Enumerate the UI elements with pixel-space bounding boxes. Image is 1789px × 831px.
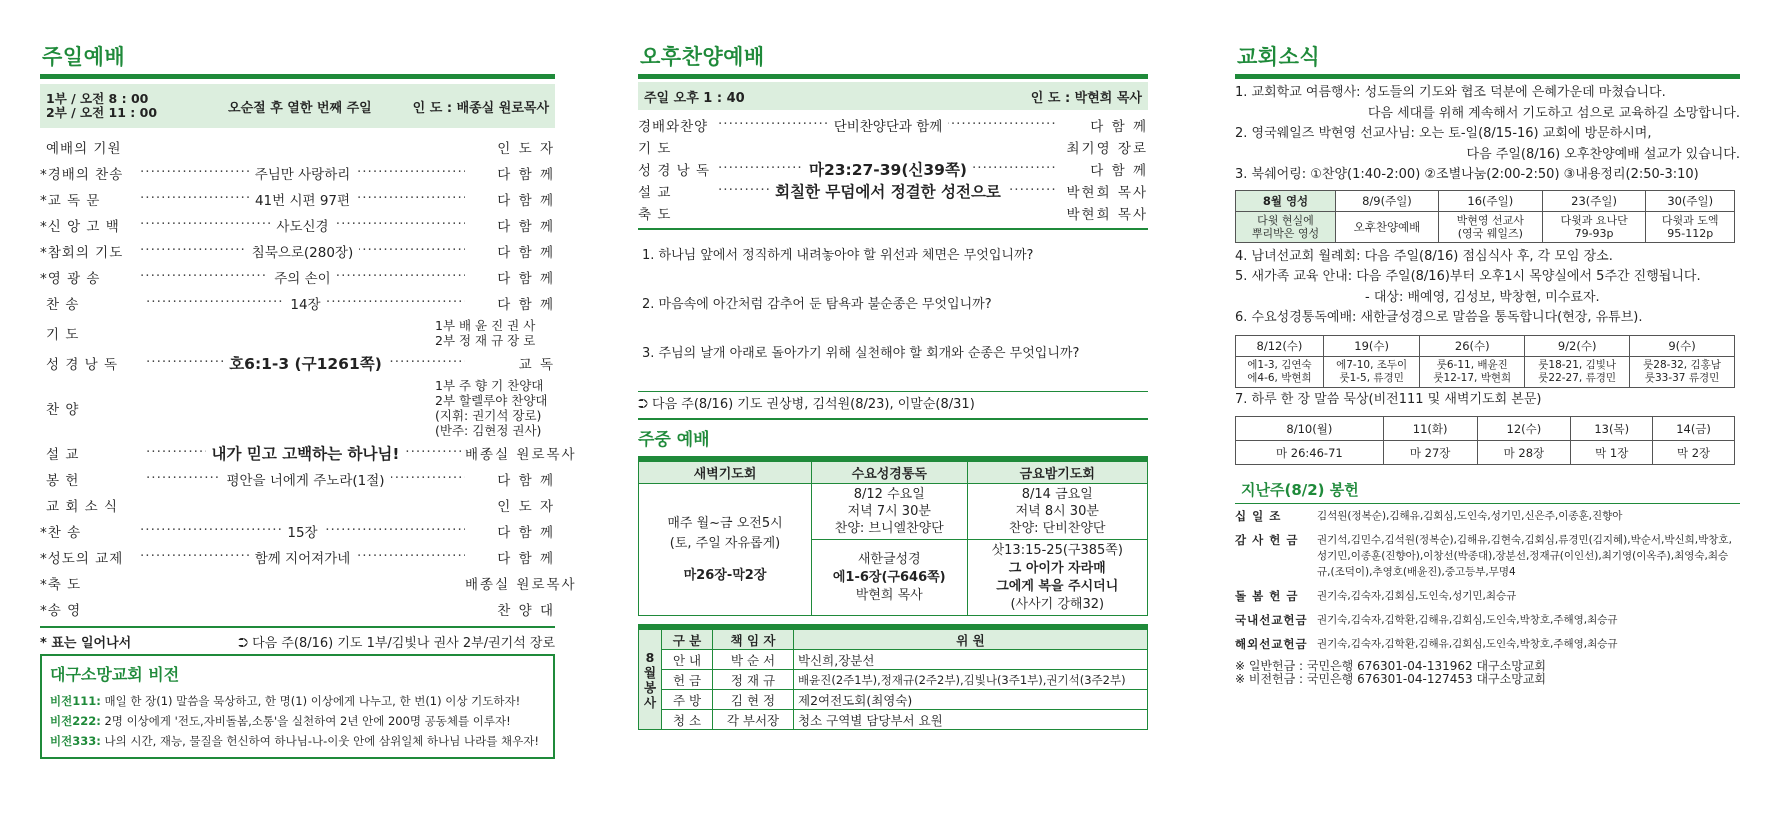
afternoon-order-item: [638, 114, 1148, 136]
wed-bottom-cell: 새한글성경 에1-6장(구646쪽) 박현희 목사: [812, 540, 968, 616]
order-item-label: *교 독 문: [40, 193, 101, 209]
arrow-icon: ⮊: [238, 635, 253, 651]
daily-reading-table: 8/10(월) 11(화) 12(수) 13(목) 14(금) 마 26:46-71 마 27장 마 28장 막 1장 막 2장: [1235, 416, 1735, 465]
title-rule: [638, 74, 1148, 79]
order-item-person: 인 도 자: [497, 141, 555, 157]
service-head-type: 구 분: [662, 630, 713, 650]
order-item-label: *성도의 교제: [40, 551, 124, 567]
book-sharing-table: 8월 영성 8/9(주일) 16(주일) 23(주일) 30(주일) 다윗 현실에 뿌리박은 영성 오후찬양예배 박현영 선교사 (영국 웨일즈) 다윗과 요나단 79-93p 다윗과 도엑 95-112p: [1235, 190, 1735, 243]
offering-type: 국내선교헌금: [1235, 613, 1308, 627]
order-item-person: 다 함 께: [497, 271, 555, 287]
offering-list: [1235, 508, 1740, 652]
afternoon-item-content: ····· 단비찬양단과 함께: [828, 115, 949, 135]
afternoon-order-item: [638, 158, 1148, 180]
order-item-content: ····· 침묵으로(280장): [246, 241, 360, 261]
offering-names: 권기숙,김숙자,김회심,도인숙,성기민,최승규: [1317, 590, 1517, 602]
order-item-person: 교 독: [518, 357, 555, 373]
afternoon-item-content: ····· 마23:27-39(신39쪽): [803, 158, 973, 180]
order-item-label: *영 광 송: [40, 271, 101, 287]
order-item-label: 찬 양: [46, 402, 80, 418]
afternoon-worship-title: 오후찬양예배: [640, 45, 765, 69]
order-item-content: ····· 14장: [284, 293, 326, 313]
afternoon-leader: 인 도 : 박현희 목사: [1030, 90, 1142, 106]
afternoon-item-person: 다 함 께: [1090, 119, 1148, 135]
order-item-person: 다 함 께: [497, 525, 555, 541]
service-row: 안 내 박 순 서 박신희,장분선: [639, 650, 1148, 670]
afternoon-item-label: 기 도: [638, 141, 672, 157]
order-item: [40, 350, 555, 376]
afternoon-next-prayer: ⮊ 다음 주(8/16) 기도 권상병, 김석원(8/23), 이말순(8/31): [638, 397, 975, 412]
order-item: [40, 376, 555, 440]
afternoon-item-label: 축 도: [638, 207, 672, 223]
order-item-person: 다 함 께: [497, 473, 555, 489]
order-item-content: ····· 주의 손이: [268, 267, 336, 287]
afternoon-time: 주일 오후 1 : 40: [644, 90, 745, 106]
order-item-content: ····· 사도신경: [270, 215, 334, 235]
order-item-label: *신 앙 고 백: [40, 219, 120, 235]
order-item-content: ····· 주님만 사랑하리: [249, 163, 357, 183]
afternoon-item-person: 다 함 께: [1090, 163, 1148, 179]
order-item-content: ····· 함께 지어져가네: [249, 547, 357, 567]
order-item-person: 1부 주 향 기 찬양대 2부 할렐루야 찬양대 (지휘: 권기석 장로) (반주: 김현정 권사): [435, 378, 548, 438]
order-item: [40, 160, 555, 186]
offering-names: 김석원(정복순),김해유,김회심,도인숙,성기민,신은주,이종훈,진향아: [1317, 510, 1623, 522]
dawn-prayer-cell: 매주 월~금 오전5시 (토, 주일 자유롭게) 마26장-막2장: [639, 484, 812, 616]
order-item-content: ····· 15장: [281, 521, 323, 541]
order-item-content: ····· 41번 시편 97편: [249, 189, 356, 209]
service-head-members: 위 원: [794, 630, 1148, 650]
order-item: [40, 440, 577, 466]
order-item-person: 다 함 께: [497, 167, 555, 183]
afternoon-item-content: ····· 회칠한 무덤에서 정결한 성전으로: [769, 180, 1007, 202]
news-list-2: [1235, 247, 1740, 329]
news-1: 1. 교회학교 여름행사: 성도들의 기도와 협조 덕분에 은혜가운데 마쳤습니다.: [1235, 85, 1666, 100]
order-item: [40, 466, 555, 492]
order-item: [40, 238, 555, 264]
order-item: [40, 186, 555, 212]
order-item-label: *경배의 찬송: [40, 167, 124, 183]
order-item-label: 봉 헌: [46, 473, 80, 489]
order-item: [40, 544, 555, 570]
bank-accounts: [1235, 660, 1740, 686]
order-of-worship: [40, 134, 577, 622]
afternoon-worship-header: [638, 82, 1148, 110]
order-item-person: 다 함 께: [497, 297, 555, 313]
fri-bottom-cell: 삿13:15-25(구385쪽) 그 아이가 자라매 그에게 복을 주시더니 (사사기 강해32): [967, 540, 1147, 616]
order-item-person: 1부 배 윤 진 권 사 2부 정 재 규 장 로: [435, 318, 536, 348]
order-item-label: *송 영: [40, 603, 82, 619]
order-item: [40, 570, 577, 596]
worship-leader: 인 도 : 배종실 원로목사: [412, 100, 549, 116]
weekday-head-dawn: 새벽기도회: [639, 462, 812, 484]
afternoon-order-item: [638, 180, 1148, 202]
sunday-worship-header: [40, 84, 555, 128]
news-5: 5. 새가족 교육 안내: 다음 주일(8/16)부터 오후1시 목양실에서 5주간 진행됩니다.: [1235, 269, 1701, 284]
service-row: 청 소 각 부서장 청소 구역별 담당부서 요원: [639, 710, 1148, 730]
weekday-head-fri: 금요밤기도회: [967, 462, 1147, 484]
news-2: 2. 영국웨일즈 박현영 선교사님: 오는 토-일(8/15-16) 교회에 방문하시며,: [1235, 126, 1652, 141]
service-time-1: 1부 / 오전 8 : 00: [46, 91, 149, 106]
next-week-prayer: ⮊ 다음 주(8/16) 기도 1부/김빛나 권사 2부/권기석 장로: [238, 635, 555, 651]
afternoon-item-label: 설 교: [638, 185, 672, 201]
offering-row: [1235, 532, 1740, 580]
wed-top-cell: 8/12 수요일 저녁 7시 30분 찬양: 브니엘찬양단: [812, 484, 968, 540]
afternoon-order: [638, 114, 1148, 224]
order-item-label: 예배의 기원: [46, 141, 122, 157]
sunday-name: 오순절 후 열한 번째 주일: [228, 100, 372, 116]
order-item-person: 다 함 께: [497, 551, 555, 567]
order-item-label: *찬 송: [40, 525, 82, 541]
order-item-person: 다 함 께: [497, 245, 555, 261]
sunday-worship-column: [40, 40, 577, 759]
service-row: 헌 금 정 재 규 배윤진(2주1부),정재규(2주2부),김빛나(3주1부),권기석(3주2부): [639, 670, 1148, 690]
order-item-label: *참회의 기도: [40, 245, 124, 261]
afternoon-order-rule: [638, 228, 1148, 230]
offering-row: [1235, 612, 1740, 628]
order-item: [40, 290, 555, 316]
wednesday-reading-table: 8/12(수) 19(수) 26(수) 9/2(수) 9(수) 에1-3, 김연숙 에4-6, 박현희 에7-10, 조두이 룻1-5, 류경민 룻6-11, 배윤진 룻12-17, 박현희 룻18-21, 김빛나 룻22-27, 류경민 룻28-32, 김홍남 룻33-37 류경민: [1235, 335, 1735, 388]
order-footer: [40, 628, 555, 654]
offering-type: 감 사 헌 금: [1235, 533, 1299, 547]
afternoon-item-label: 성 경 낭 독: [638, 163, 711, 179]
title-rule: [40, 74, 555, 79]
sunday-worship-title: 주일예배: [42, 45, 126, 69]
order-item-person: 다 함 께: [497, 193, 555, 209]
order-item-label: *축 도: [40, 577, 82, 593]
question-1: 1. 하나님 앞에서 정직하게 내려놓아야 할 위선과 체면은 무엇입니까?: [642, 248, 1034, 263]
order-item: [40, 596, 555, 622]
weekday-head-wed: 수요성경통독: [812, 462, 968, 484]
order-item-label: 성 경 낭 독: [46, 357, 119, 373]
news-1-cont: 다음 세대를 위해 계속해서 기도하고 섬으로 교육하길 소망합니다.: [1367, 105, 1740, 121]
news-7: 7. 하루 한 장 말씀 묵상(비전111 및 새벽기도회 본문): [1235, 391, 1542, 407]
offering-names: 권기숙,김숙자,김학환,김해유,김회심,도인숙,박창호,주해영,최승규: [1317, 638, 1618, 650]
church-news-column: [1235, 40, 1740, 686]
afternoon-worship-column: [638, 40, 1148, 730]
order-item: [40, 264, 555, 290]
offering-row: [1235, 588, 1740, 604]
offering-names: 권기석,김민수,김석원(정복순),김해유,김현숙,김회심,류경민(김지혜),박순서,박신희,박창호,성기민,이종훈(진향아),이창선(박종대),장분선,정재규(이인선),최기영(이옥주),최영숙,최승규,(조덕이),추영호(배윤진),중고등부,무명4: [1317, 534, 1732, 578]
offering-type: 돌 봄 헌 금: [1235, 589, 1299, 603]
order-item: [40, 134, 555, 160]
service-month-label: 8월봉사: [639, 630, 662, 730]
afternoon-item-person: 박현희 목사: [1066, 207, 1148, 223]
service-head-lead: 책 임 자: [713, 630, 794, 650]
question-2: 2. 마음속에 아간처럼 감추어 둔 탐욕과 불순종은 무엇입니까?: [642, 297, 992, 312]
order-item-label: 기 도: [46, 327, 80, 343]
title-rule: [1235, 74, 1740, 79]
news-6: 6. 수요성경통독예배: 새한글성경으로 말씀을 통독합니다(현장, 유튜브).: [1235, 310, 1643, 325]
order-item-label: 찬 송: [46, 297, 80, 313]
order-item-person: 배종실 원로목사: [465, 447, 577, 463]
fri-top-cell: 8/14 금요일 저녁 8시 30분 찬양: 단비찬양단: [967, 484, 1147, 540]
general-account: ※ 일반헌금 : 국민은행 676301-04-131962 대구소망교회: [1235, 659, 1547, 673]
weekday-worship-title: 주중 예배: [638, 430, 710, 450]
church-news-title: 교회소식: [1237, 45, 1321, 69]
news-list: [1235, 83, 1740, 186]
offering-title: 지난주(8/2) 봉헌: [1241, 481, 1359, 499]
afternoon-item-person: 박현희 목사: [1066, 185, 1148, 201]
afternoon-order-item: [638, 202, 1148, 224]
volunteer-table: [638, 629, 1148, 730]
news-5-target: - 대상: 배예영, 김성보, 박창현, 미수료자.: [1365, 289, 1600, 305]
church-vision-box: [40, 654, 555, 759]
news-4: 4. 남녀선교회 월례회: 다음 주일(8/16) 점심식사 후, 각 모임 장소.: [1235, 248, 1613, 264]
arrow-icon: ⮊: [638, 397, 653, 412]
order-item-person: 배종실 원로목사: [465, 577, 577, 593]
afternoon-item-label: 경배와찬양: [638, 119, 709, 135]
offering-rule: [1235, 503, 1740, 504]
order-item-person: 찬 양 대: [497, 603, 555, 619]
order-item-person: 인 도 자: [497, 499, 555, 515]
order-item: [40, 492, 555, 518]
order-item-label: 교 회 소 식: [46, 499, 119, 515]
standing-note: * 표는 일어나서: [40, 635, 132, 651]
news-2-cont: 다음 주일(8/16) 오후찬양예배 설교가 있습니다.: [1466, 146, 1740, 162]
offering-row: [1235, 636, 1740, 652]
offering-names: 권기숙,김숙자,김학환,김해유,김회심,도인숙,박창호,주해영,최승규: [1317, 614, 1618, 626]
order-item: [40, 316, 555, 350]
afternoon-item-person: 최기영 장로: [1066, 141, 1148, 157]
question-3: 3. 주님의 날개 아래로 돌아가기 위해 실천해야 할 회개와 순종은 무엇입니까?: [642, 346, 1080, 361]
order-item-label: 설 교: [46, 447, 80, 463]
vision-title: 대구소망교회 비전: [50, 665, 180, 684]
service-time-2: 2부 / 오전 11 : 00: [46, 105, 158, 120]
offering-row: [1235, 508, 1740, 524]
order-item-person: 다 함 께: [497, 219, 555, 235]
vision-line-3: 비전333: 나의 시간, 재능, 물질을 헌신하여 하나님-나-이웃 안에 삼위일체 하나님 나라를 채우자!: [50, 734, 539, 748]
order-item: [40, 518, 555, 544]
order-item: [40, 212, 555, 238]
order-item-content: ····· 호6:1-3 (구1261쪽): [223, 352, 388, 374]
offering-type: 십 일 조: [1235, 509, 1282, 523]
discussion-questions: [638, 244, 1148, 361]
vision-line-1: 비전111: 매일 한 장(1) 말씀을 묵상하고, 한 명(1) 이상에게 나누고, 한 번(1) 이상 기도하자!: [50, 694, 521, 708]
vision-account: ※ 비전헌금 : 국민은행 676301-04-127453 대구소망교회: [1235, 672, 1547, 686]
order-item-content: ····· 내가 믿고 고백하는 하나님!: [206, 442, 406, 464]
service-row: 주 방 김 현 정 제2여전도회(최영숙): [639, 690, 1148, 710]
order-item-content: ····· 평안을 너에게 주노라(1절): [220, 469, 390, 489]
weekday-worship-table: [638, 461, 1148, 616]
offering-type: 해외선교헌금: [1235, 637, 1308, 651]
vision-line-2: 비전222: 2명 이상에게 '전도,자비돌봄,소통'을 실천하여 2년 안에 200명 공동체를 이루자!: [50, 714, 511, 728]
afternoon-order-item: [638, 136, 1148, 158]
news-3: 3. 북쉐어링: ①찬양(1:40-2:00) ②조별나눔(2:00-2:50) ③내용정리(2:50-3:10): [1235, 167, 1699, 182]
